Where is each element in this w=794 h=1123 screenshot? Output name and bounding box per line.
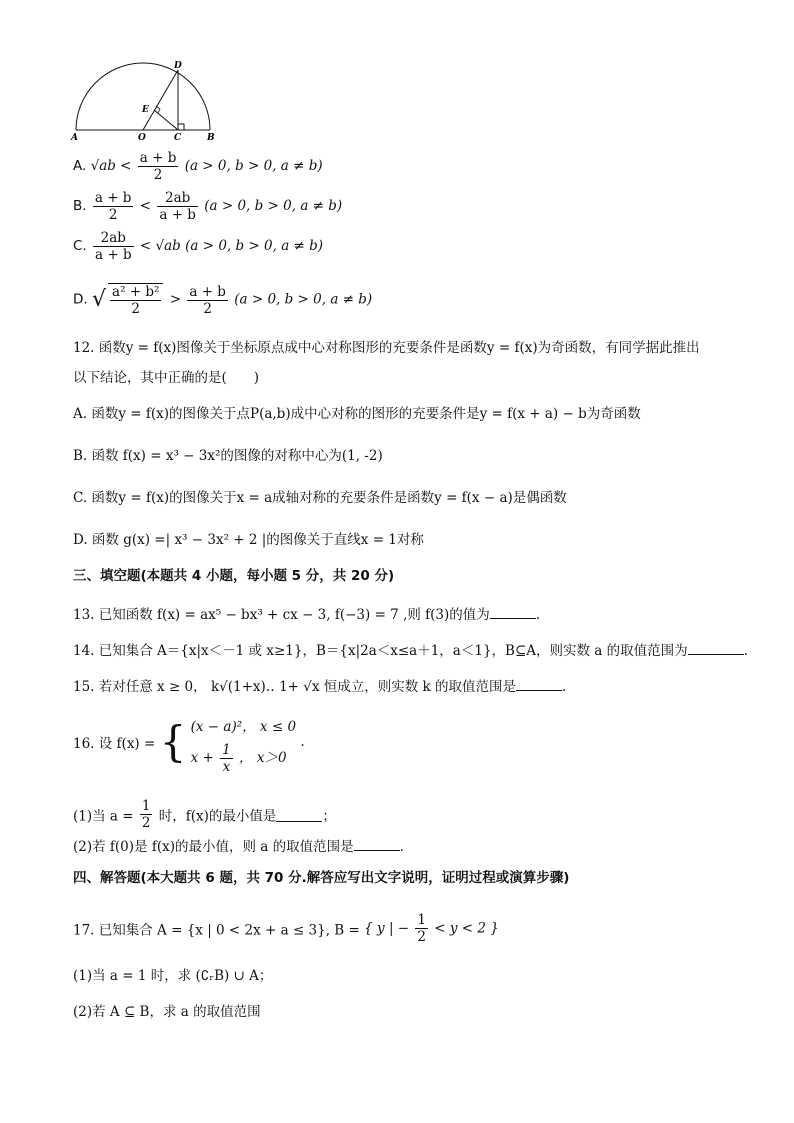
- answer-blank[interactable]: [490, 604, 536, 619]
- segment-ce: [154, 110, 178, 130]
- q12-option-b[interactable]: B. 函数 f(x) = x³ − 3x²的图像的对称中心为(1, -2): [73, 448, 383, 464]
- q11-option-d[interactable]: D. √ $\frac{\text{a² + b²}}{2}$ > $\frac{a + b}{2}$ (a > 0, b > 0, a ≠ b): [73, 283, 373, 317]
- q11-option-a[interactable]: A. √ab < $\frac{a + b}{2}$ (a > 0, b > 0, a ≠ b): [73, 150, 323, 183]
- point-d: D: [174, 61, 182, 71]
- q12-stem-line1: 12. 函数y = f(x)图像关于坐标原点成中心对称图形的充要条件是函数y = f(x)为奇函数，有同学据此推出: [73, 340, 700, 356]
- fraction: $\frac{2ab}{a + b}$: [159, 190, 196, 223]
- fraction: $\frac{1}{x}$: [222, 742, 231, 775]
- q17: 17. 已知集合 A = {x | 0 < 2x + a ≤ 3}, B = { y | − $\frac{1}{2}$ < y < 2 }: [73, 912, 499, 945]
- q17-part2: (2)若 A ⊆ B，求 a 的取值范围: [73, 1004, 261, 1020]
- fraction: $\frac{2ab}{a + b}$: [95, 230, 132, 263]
- case-1: (x − a)²， x ≤ 0: [190, 719, 297, 735]
- q11-option-b[interactable]: B. $\frac{a + b}{2}$ < $\frac{2ab}{a + b}$ (a > 0, b > 0, a ≠ b): [73, 190, 343, 223]
- answer-blank[interactable]: [516, 676, 562, 691]
- right-angle-c: [178, 124, 184, 130]
- q16: 16. 设 f(x) = { (x − a)²， x ≤ 0 x + $\frac{1}{x}$ ， x＞0 .: [73, 712, 305, 772]
- section-4-heading: 四、解答题(本大题共 6 题，共 70 分.解答应写出文字说明，证明过程或演算步骤): [73, 870, 570, 886]
- answer-blank[interactable]: [354, 836, 400, 851]
- answer-blank[interactable]: [276, 807, 322, 822]
- q12-option-c[interactable]: C. 函数y = f(x)的图像关于x = a成轴对称的充要条件是函数y = f(x − a)是偶函数: [73, 490, 567, 506]
- fraction: $\frac{1}{2}$: [417, 912, 426, 945]
- q17-part1: (1)当 a = 1 时，求 (∁ᵣB) ∪ A；: [73, 968, 273, 984]
- semicircle-arc: [76, 63, 210, 130]
- q13: 13. 已知函数 f(x) = ax⁵ − bx³ + cx − 3, f(−3) = 7 ,则 f(3)的值为 .: [73, 604, 540, 625]
- sqrt-sign: √: [91, 287, 107, 312]
- fraction: $\frac{a + b}{2}$: [189, 283, 226, 317]
- q12-stem-line2: 以下结论，其中正确的是( ): [73, 370, 260, 386]
- fraction: $\frac{1}{2}$: [141, 798, 151, 831]
- semicircle-figure: [66, 60, 226, 140]
- sqrt-fraction: $\frac{\text{a² + b²}}{2}$: [108, 283, 163, 317]
- point-c: C: [174, 133, 182, 140]
- q16-part2: (2)若 f(0)是 f(x)的最小值，则 a 的取值范围是 .: [73, 836, 404, 857]
- segment-od: [143, 70, 178, 130]
- section-3-heading: 三、填空题(本题共 4 小题，每小题 5 分，共 20 分): [73, 568, 395, 584]
- q15: 15. 若对任意 x ≥ 0， k√(1+x)‥ 1+ √x 恒成立，则实数 k 的取值范围是 .: [73, 676, 566, 697]
- fraction: $\frac{a + b}{2}$: [139, 150, 177, 183]
- q11-option-c[interactable]: C. $\frac{2ab}{a + b}$ < √ab (a > 0, b > 0, a ≠ b): [73, 230, 324, 263]
- q12-option-a[interactable]: A. 函数y = f(x)的图像关于点P(a,b)成中心对称的图形的充要条件是y = f(x + a) − b为奇函数: [73, 406, 641, 422]
- case-2: x + $\frac{1}{x}$ ， x＞0: [190, 742, 287, 775]
- point-a: A: [71, 133, 78, 140]
- q12-option-d[interactable]: D. 函数 g(x) =| x³ − 3x² + 2 |的图像关于直线x = 1对称: [73, 532, 424, 548]
- q16-part1: (1)当 a = $\frac{1}{2}$ 时，f(x)的最小值是 ；: [73, 798, 336, 831]
- point-e: E: [142, 105, 149, 115]
- q14: 14. 已知集合 A＝{x|x＜－1 或 x≥1}，B＝{x|2a＜x≤a＋1，a＜1}，B⊆A，则实数 a 的取值范围为 .: [73, 640, 748, 661]
- answer-blank[interactable]: [688, 640, 744, 655]
- piecewise-cases: [190, 712, 297, 775]
- fraction: $\frac{a + b}{2}$: [94, 190, 132, 223]
- point-b: B: [207, 133, 215, 140]
- left-brace: {: [159, 717, 187, 766]
- point-o: O: [138, 133, 146, 140]
